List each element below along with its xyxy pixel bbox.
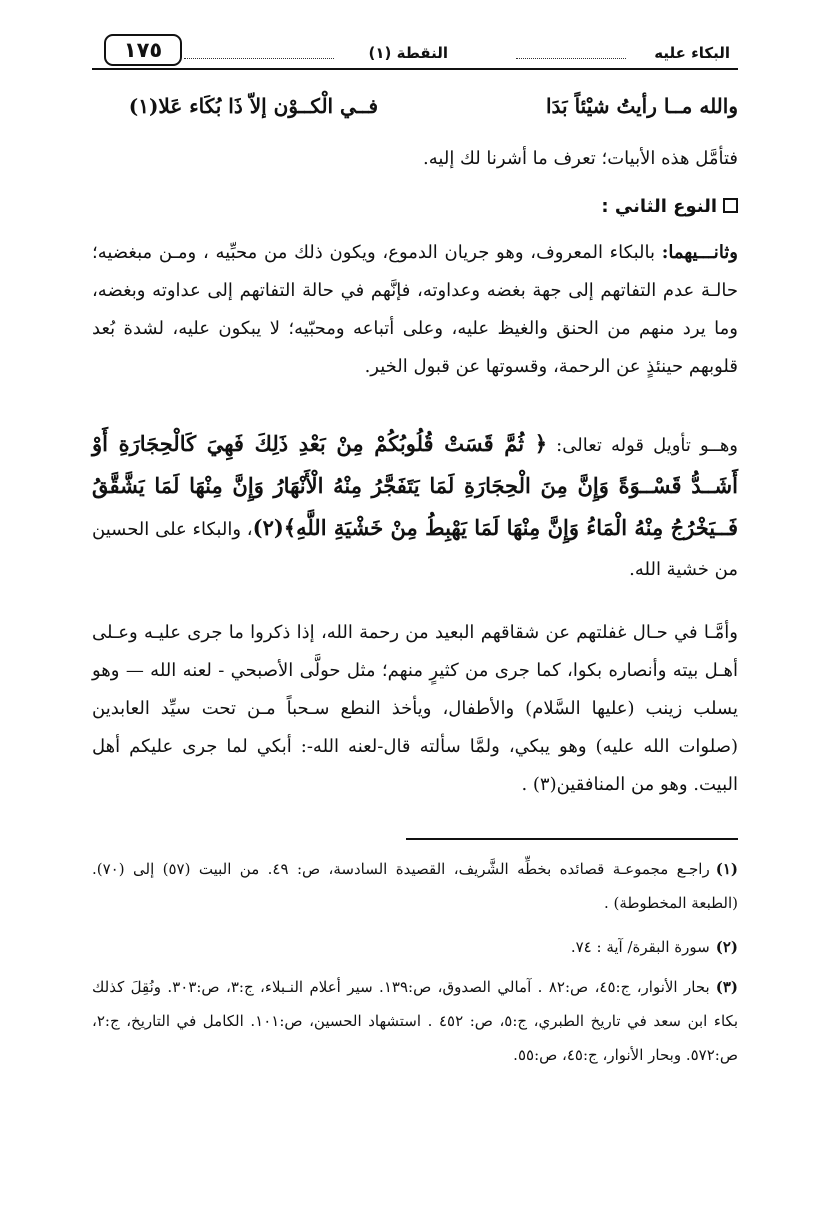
footnote-number: (١) <box>715 860 738 878</box>
footnote-text: بحار الأنوار، ج:٤٥، ص:٨٢ . آمالي الصدوق، ص:١٣٩. سير أعلام النـبلاء، ج:٣، ص:٣٠٣. ونُقِلَ كذلك بكاء ابن سعد في تاريخ الطبري، ج:٥، ص: ٤٥٢ . استشهاد الحسين، ص:١٠١. الكامل في التاريخ، ج:٢، ص:٥٧٢. وبحار الأنوار، ج:٤٥، ص:٥٥. <box>92 978 738 1064</box>
chapter-title: البكاء عليه <box>654 44 730 62</box>
footnote-1 <box>92 852 738 920</box>
paragraph-lead: وثانـــيهما: <box>661 242 738 263</box>
running-header <box>92 30 738 64</box>
paragraph-heedlessness: وأمَّـا في حـال غفلتهم عن شقاقهم البعيد من رحمة الله، إذا ذكروا ما جرى عليـه وعـلى أهـل بيته وأنصاره بكوا، كما جرى من كثيرٍ منهم؛ مثل حولَّى الأصبحي - لعنه الله — وهو يسلب زينب (عليها السَّلام) والأطفال، ويأخذ النطع سـحباً مـن تحت سيِّد العابدين (صلوات الله عليه) وهو يبكي، ولمَّا سألته قال-لعنه الله-: أبكي لما جرى عليكم أهل البيت. وهو من المنافقين(٣) . <box>92 622 738 795</box>
paragraph-tail: ، والبكاء على الحسين من خشية الله. <box>92 519 738 580</box>
paragraph-intro: وهــو تأويل قوله تعالى: <box>547 435 738 456</box>
footnote-text: راجـع مجموعـة قصائده بخطِّه الشَّريف، القصيدة السادسة، ص: ٤٩. من البيت (٥٧) إلى (٧٠). (الطبعة المخطوطة) . <box>92 860 738 912</box>
header-rule <box>92 68 738 70</box>
footnote-2 <box>92 930 738 964</box>
poem-verse <box>92 88 738 126</box>
footnote-rule <box>406 838 738 840</box>
contemplate-paragraph: فتأمَّل هذه الأبيات؛ تعرف ما أشرنا لك إليه. <box>423 148 738 169</box>
square-bullet-icon <box>723 198 738 213</box>
footnote-number: (٢) <box>715 938 738 956</box>
section-title: النقطة (١) <box>368 44 448 62</box>
footnote-number: (٣) <box>715 978 738 996</box>
verse-hemistich-right: والله مــا رأيتُ شيْئاً بَدَا <box>546 94 738 118</box>
footnote-3 <box>92 970 738 1072</box>
paragraph-second-type <box>92 234 738 386</box>
verse-hemistich-left: فــي الْكــوْن إلاّ ذَا بُكَاء عَلا(١) <box>128 94 378 118</box>
page-number: ١٧٥ <box>104 34 182 66</box>
header-dot-leader <box>516 44 626 59</box>
footnote-text: سورة البقرة/ آية : ٧٤. <box>570 938 710 956</box>
paragraph-quran-interpretation <box>92 424 738 590</box>
section-heading-text: النوع الثاني : <box>601 196 717 217</box>
section-heading <box>601 196 738 217</box>
quran-verse: ﴿ ثُمَّ قَسَتْ قُلُوبُكُمْ مِنْ بَعْدِ ذَلِكَ فَهِيَ كَالْحِجَارَةِ أَوْ أَشَــدُّ قَسْــوَةً وَإِنَّ مِنَ الْحِجَارَةِ لَمَا يَتَفَجَّرُ مِنْهُ الْأَنْهَارُ وَإِنَّ مِنْهَا لَمَا يَشَّقَّقُ فَــيَخْرُجُ مِنْهُ الْمَاءُ وَإِنَّ مِنْهَا لَمَا يَهْبِطُ مِنْ خَشْيَةِ اللَّهِ﴾(٢) <box>92 431 738 540</box>
paragraph-body: بالبكاء المعروف، وهو جريان الدموع، ويكون ذلك من محبِّيه ، ومـن مبغضيه؛ حالـة عدم التفاتهم إلى جهة بغضه وعداوته، فإنَّهم في حالة التفاتهم إلى عداوته وبغضه، وما يرد منهم من الحنق والغيظ عليه، وعلى أتباعه ومحبّيه؛ لا يبكون عليه، لشدة بُعد قلوبهم حينئذٍ عن الرحمة، وقسوتها عن قبول الخير. <box>92 242 739 377</box>
header-dot-leader <box>184 44 334 59</box>
